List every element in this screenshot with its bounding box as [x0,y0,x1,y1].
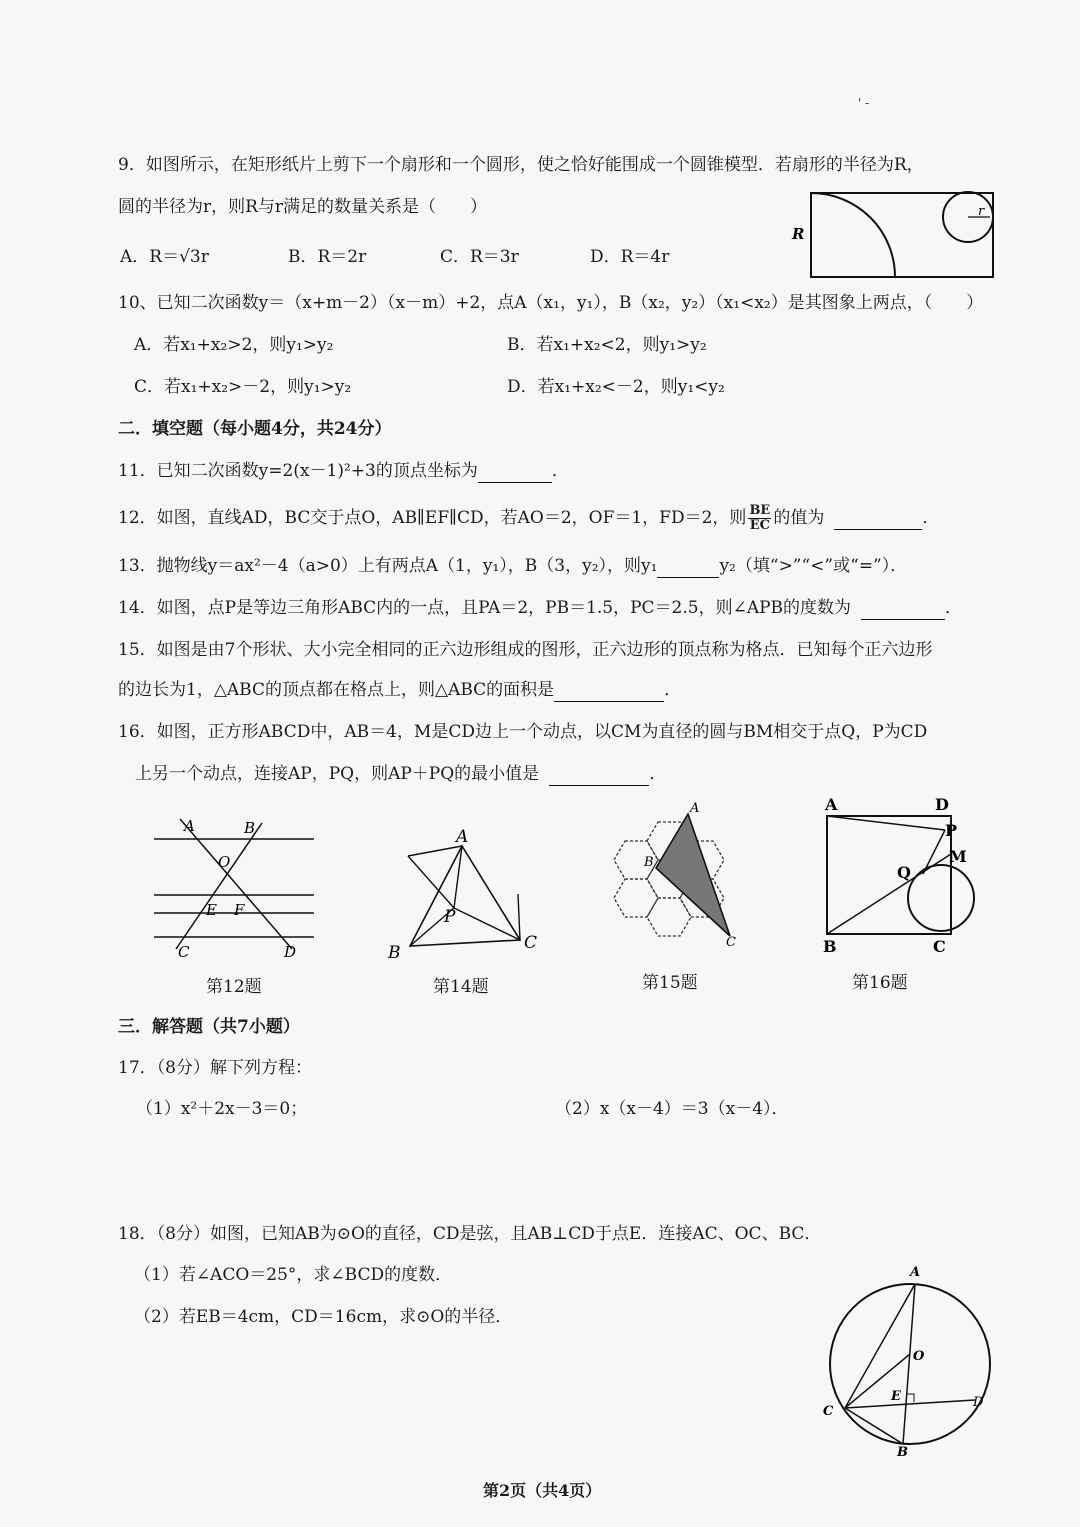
f18-label-d: D [973,1395,984,1410]
q10-option-d: D．若x₁+x₂<－2，则y₁<y₂ [507,377,725,397]
q15-line2 [118,679,681,702]
q9-option-d: D．R＝4r [590,247,670,267]
f14-label-p: P [444,907,456,927]
q18-part1: （1）若∠ACO＝25°，求∠BCD的度数． [134,1265,453,1285]
q12-fraction [748,504,771,533]
q17-part2: （2）x（x－4）＝3（x－4）． [555,1099,789,1119]
q16-blank [549,763,649,786]
f12-label-b: B [244,819,256,837]
q18-title: 18．（8分）如图，已知AB为⊙O的直径，CD是弦，且AB⊥CD于点E．连接AC、OC、BC． [118,1224,822,1244]
figure-12-caption: 第12题 [206,977,262,997]
f18-label-e: E [891,1389,901,1404]
q10-line: 10、已知二次函数y＝（x+m－2）（x－m）+2，点A（x₁，y₁），B（x₂，y₂）（x₁<x₂）是其图象上两点，（ ） [118,293,984,313]
f18-label-a: A [910,1265,921,1280]
q16-line2 [135,763,666,786]
f14-label-b: B [388,943,401,963]
figure-16-caption: 第16题 [852,973,908,993]
q12-after: 的值为 [773,508,825,528]
f12-label-a: A [184,817,195,835]
q16-end: ． [649,764,667,784]
q9-option-b: B．R＝2r [288,247,367,267]
section2-heading: 二．填空题（每小题4分，共24分） [118,419,392,439]
q12-text: 12．如图，直线AD，BC交于点O，AB∥EF∥CD，若AO＝2，OF＝1，FD＝2，则 [118,508,747,528]
q12-numerator: BE [749,503,771,518]
figure-12 [150,815,320,965]
q12-denominator: EC [749,518,771,533]
q15-blank [554,679,664,702]
q15-text: 的边长为1，△ABC的顶点都在格点上，则△ABC的面积是 [118,680,555,700]
f12-label-e: E [206,901,217,919]
f14-label-a: A [456,827,469,847]
q16-text: 上另一个动点，连接AP，PQ，则AP＋PQ的最小值是 [135,764,540,784]
q11-end: ． [551,461,569,481]
q14 [118,597,962,620]
q9-option-c: C．R＝3r [440,247,519,267]
f16-label-q: Q [897,863,911,882]
q17-part1: （1）x²＋2x－3＝0； [136,1099,308,1119]
q11 [118,460,569,483]
f15-label-c: C [726,935,736,950]
figure-14-caption: 第14题 [433,977,489,997]
page-footer: 第2页（共4页） [483,1481,602,1500]
q10-option-a: A．若x₁+x₂>2，则y₁>y₂ [134,335,334,355]
figure-15 [600,800,760,960]
q9-line1: 9．如图所示，在矩形纸片上剪下一个扇形和一个圆形，使之恰好能围成一个圆锥模型．若扇形的半径为R， [118,155,924,175]
q9-figure [790,188,1010,288]
q11-blank [478,460,552,483]
corner-mark: ' - [858,96,870,110]
q16-line1: 16．如图，正方形ABCD中，AB＝4，M是CD边上一个动点，以CM为直径的圆与BM相交于点Q，P为CD [118,722,928,742]
f16-label-a: A [825,795,838,814]
q14-blank [861,597,945,620]
q12-blank [834,507,922,530]
q10-option-c: C．若x₁+x₂>－2，则y₁>y₂ [134,377,352,397]
q18-part2: （2）若EB＝4cm，CD＝16cm，求⊙O的半径． [134,1307,513,1327]
figure-14 [380,820,550,965]
q13 [118,555,907,578]
f15-label-a: A [690,801,700,816]
q15-end: ． [664,680,682,700]
q17-title: 17．（8分）解下列方程： [118,1058,312,1078]
q13-after: y₂（填“>”“<”或“=”）． [719,556,908,576]
q14-end: ． [945,598,963,618]
q12 [118,504,939,533]
q10-option-b: B．若x₁+x₂<2，则y₁>y₂ [507,335,707,355]
f12-label-o: O [218,853,231,871]
f18-label-c: C [823,1404,834,1419]
f18-label-b: B [897,1445,908,1460]
q13-text: 13．抛物线y＝ax²－4（a>0）上有两点A（1，y₁），B（3，y₂），则y₁ [118,556,658,576]
f15-label-b: B [644,855,654,870]
q9-option-a: A．R＝√3r [120,247,209,267]
q12-end: ． [922,508,940,528]
f12-label-c: C [178,943,190,961]
f16-label-d: D [935,795,949,814]
f16-label-c: C [933,937,946,956]
f16-label-m: M [949,847,967,866]
f12-label-f: F [234,901,245,919]
f14-label-c: C [524,933,538,953]
q9-label-r-small: r [978,204,985,219]
q11-text: 11．已知二次函数y=2(x－1)²+3的顶点坐标为 [118,461,478,481]
q14-text: 14．如图，点P是等边三角形ABC内的一点，且PA＝2，PB＝1.5，PC＝2.5，则∠APB的度数为 [118,598,852,618]
f18-label-o: O [913,1349,925,1364]
figure-16 [815,792,990,962]
section3-heading: 三．解答题（共7小题） [118,1017,300,1037]
f16-label-p: P [945,821,958,840]
q13-blank [657,555,719,578]
figure-18 [815,1260,1005,1460]
q9-line2: 圆的半径为r，则R与r满足的数量关系是（ ） [118,197,488,217]
f12-label-d: D [284,943,297,961]
f16-label-b: B [823,937,837,956]
q15-line1: 15．如图是由7个形状、大小完全相同的正六边形组成的图形，正六边形的顶点称为格点．已知每个正六边形 [118,640,933,660]
q9-label-r-big: R [792,225,805,243]
figure-15-caption: 第15题 [642,973,698,993]
